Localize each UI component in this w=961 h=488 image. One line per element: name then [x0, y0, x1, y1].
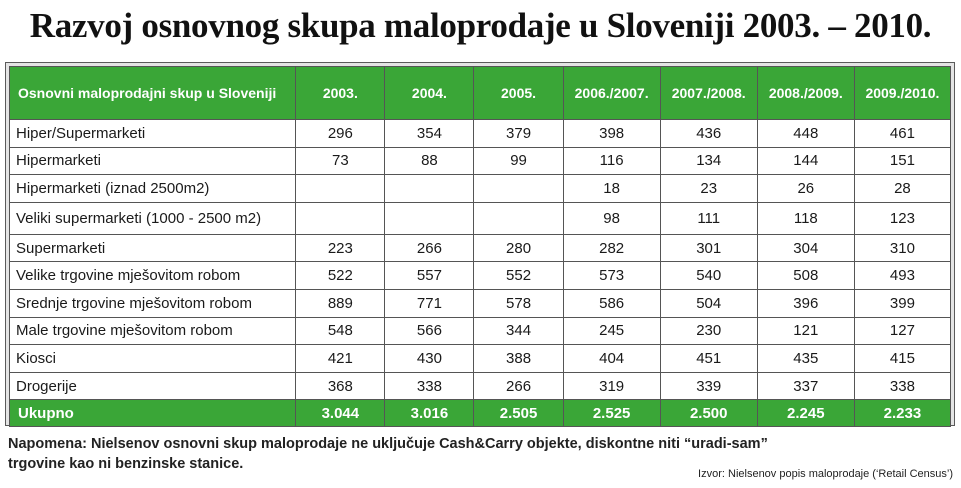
table-cell: 18: [563, 175, 660, 203]
table-cell: 573: [563, 262, 660, 290]
table-cell: 504: [660, 289, 757, 317]
table-cell: 522: [296, 262, 385, 290]
table-cell: 111: [660, 202, 757, 234]
table-cell: 73: [296, 147, 385, 175]
table-cell: 415: [854, 345, 950, 373]
total-cell: 2.245: [757, 400, 854, 427]
table-cell: 134: [660, 147, 757, 175]
table-cell: 399: [854, 289, 950, 317]
table-cell: 508: [757, 262, 854, 290]
header-year: 2004.: [385, 67, 474, 120]
table-row: [10, 147, 951, 175]
table-cell: 344: [474, 317, 563, 345]
header-label: Osnovni maloprodajni skup u Sloveniji: [10, 67, 296, 120]
row-label: Srednje trgovine mješovitom robom: [10, 289, 296, 317]
table-row: [10, 317, 951, 345]
table-cell: 451: [660, 345, 757, 373]
table-row: [10, 262, 951, 290]
table-cell: 339: [660, 372, 757, 400]
row-label: Kiosci: [10, 345, 296, 373]
table-cell: 379: [474, 120, 563, 148]
table-cell: 282: [563, 234, 660, 262]
table-cell: [474, 202, 563, 234]
table-cell: 557: [385, 262, 474, 290]
total-row: [10, 400, 951, 427]
header-year: 2005.: [474, 67, 563, 120]
table-cell: 548: [296, 317, 385, 345]
table-cell: 421: [296, 345, 385, 373]
table-cell: 23: [660, 175, 757, 203]
total-cell: 2.505: [474, 400, 563, 427]
table-cell: 398: [563, 120, 660, 148]
table-cell: 889: [296, 289, 385, 317]
row-label: Veliki supermarketi (1000 - 2500 m2): [10, 202, 296, 234]
table-cell: 99: [474, 147, 563, 175]
table-cell: 319: [563, 372, 660, 400]
table-cell: [385, 202, 474, 234]
row-label: Hiper/Supermarketi: [10, 120, 296, 148]
table-row: [10, 120, 951, 148]
table-cell: 266: [385, 234, 474, 262]
row-label: Supermarketi: [10, 234, 296, 262]
header-year: 2008./2009.: [757, 67, 854, 120]
table-row: [10, 175, 951, 203]
table-cell: 28: [854, 175, 950, 203]
table-cell: 301: [660, 234, 757, 262]
table-cell: 26: [757, 175, 854, 203]
table-cell: 404: [563, 345, 660, 373]
table-cell: 540: [660, 262, 757, 290]
retail-table: [9, 66, 951, 427]
table-cell: [296, 175, 385, 203]
total-cell: 3.016: [385, 400, 474, 427]
table-cell: 448: [757, 120, 854, 148]
header-year: 2009./2010.: [854, 67, 950, 120]
table-cell: 461: [854, 120, 950, 148]
table-cell: 354: [385, 120, 474, 148]
table-cell: 388: [474, 345, 563, 373]
table-cell: 121: [757, 317, 854, 345]
table-cell: 566: [385, 317, 474, 345]
header-year: 2006./2007.: [563, 67, 660, 120]
total-cell: 2.500: [660, 400, 757, 427]
table-cell: 338: [854, 372, 950, 400]
table-cell: 127: [854, 317, 950, 345]
table-cell: 230: [660, 317, 757, 345]
table-cell: 88: [385, 147, 474, 175]
table-cell: 338: [385, 372, 474, 400]
retail-table-panel: [5, 62, 955, 426]
row-label: Hipermarketi (iznad 2500m2): [10, 175, 296, 203]
table-row: [10, 372, 951, 400]
table-cell: 144: [757, 147, 854, 175]
total-cell: 2.525: [563, 400, 660, 427]
table-row: [10, 289, 951, 317]
table-header-row: [10, 67, 951, 120]
table-row: [10, 345, 951, 373]
total-label: Ukupno: [10, 400, 296, 427]
table-cell: 436: [660, 120, 757, 148]
table-cell: [474, 175, 563, 203]
table-cell: 296: [296, 120, 385, 148]
footnote-line: trgovine kao ni benzinske stanice.: [8, 456, 244, 472]
table-cell: 578: [474, 289, 563, 317]
table-row: [10, 202, 951, 234]
table-cell: 245: [563, 317, 660, 345]
table-cell: 493: [854, 262, 950, 290]
row-label: Male trgovine mješovitom robom: [10, 317, 296, 345]
table-cell: 771: [385, 289, 474, 317]
table-cell: 552: [474, 262, 563, 290]
table-cell: 223: [296, 234, 385, 262]
footnote-line: Napomena: Nielsenov osnovni skup maloprodaje ne uključuje Cash&Carry objekte, diskontne niti “uradi-sam”: [8, 436, 768, 452]
table-cell: 310: [854, 234, 950, 262]
table-cell: 368: [296, 372, 385, 400]
row-label: Drogerije: [10, 372, 296, 400]
source-credit: Izvor: Nielsenov popis maloprodaje (‘Retail Census’): [698, 468, 953, 480]
table-cell: 123: [854, 202, 950, 234]
table-cell: 266: [474, 372, 563, 400]
header-year: 2003.: [296, 67, 385, 120]
table-cell: 98: [563, 202, 660, 234]
table-cell: 304: [757, 234, 854, 262]
table-cell: 430: [385, 345, 474, 373]
table-cell: 337: [757, 372, 854, 400]
table-cell: 280: [474, 234, 563, 262]
table-cell: [296, 202, 385, 234]
table-cell: 151: [854, 147, 950, 175]
table-cell: [385, 175, 474, 203]
header-year: 2007./2008.: [660, 67, 757, 120]
table-cell: 396: [757, 289, 854, 317]
table-body: [10, 120, 951, 400]
total-cell: 3.044: [296, 400, 385, 427]
table-cell: 118: [757, 202, 854, 234]
page-title: Razvoj osnovnog skupa maloprodaje u Sloveniji 2003. – 2010.: [29, 6, 932, 45]
table-cell: 435: [757, 345, 854, 373]
table-cell: 116: [563, 147, 660, 175]
table-row: [10, 234, 951, 262]
table-cell: 586: [563, 289, 660, 317]
row-label: Velike trgovine mješovitom robom: [10, 262, 296, 290]
total-cell: 2.233: [854, 400, 950, 427]
row-label: Hipermarketi: [10, 147, 296, 175]
